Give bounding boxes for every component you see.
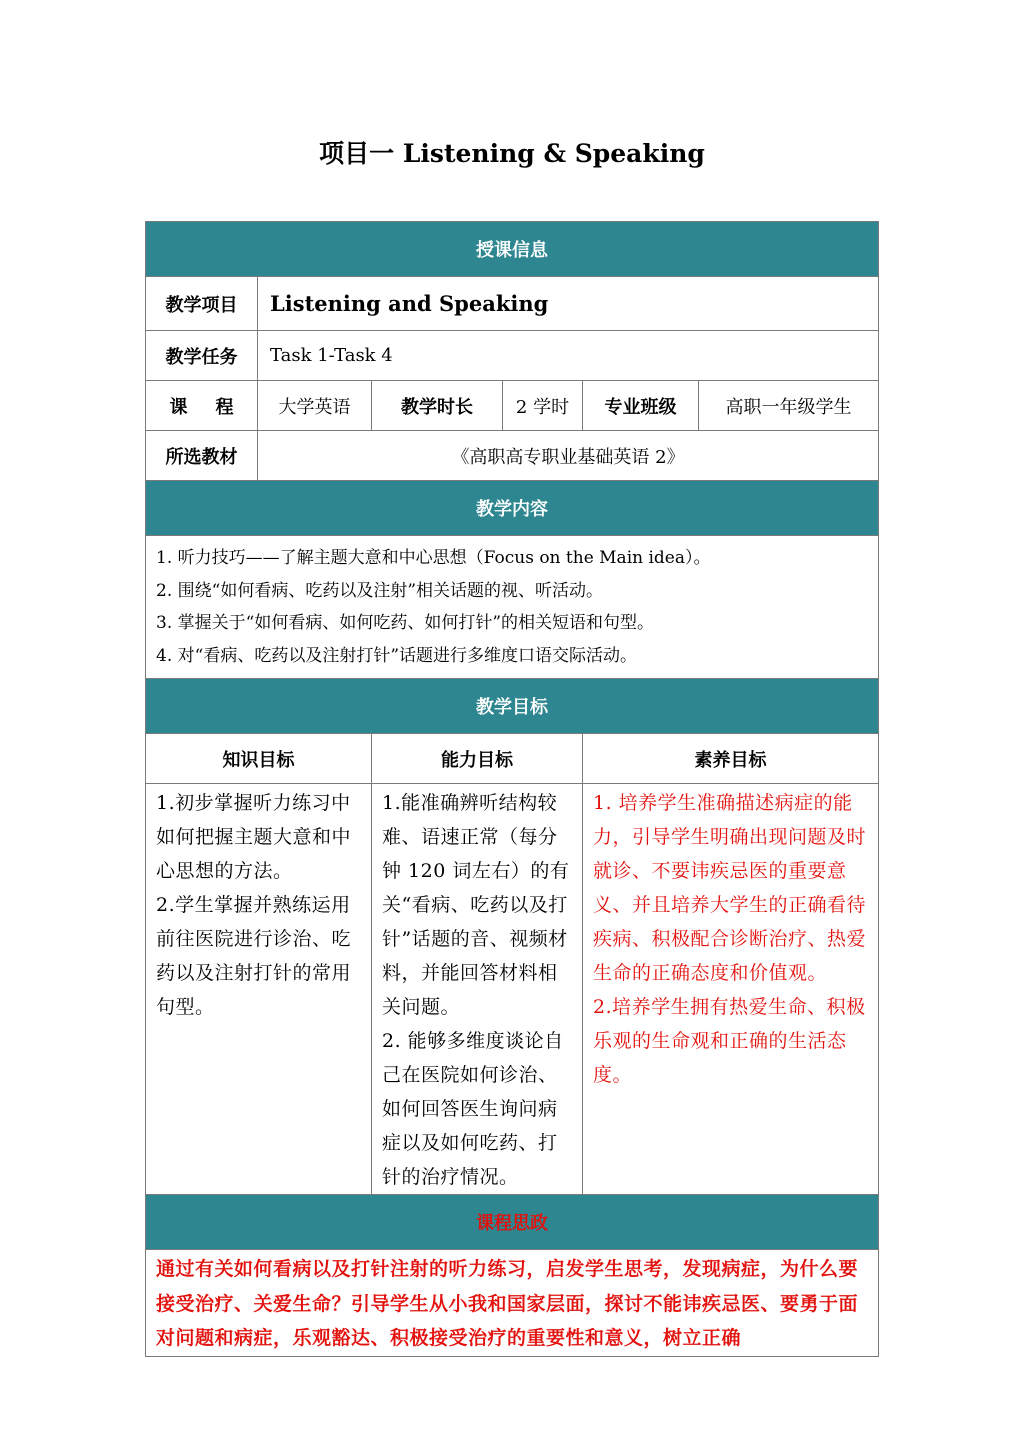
knowledge-goal-header: 知识目标: [146, 734, 372, 784]
course-label: 课程: [146, 381, 258, 431]
section-header-goals: 教学目标: [146, 679, 879, 734]
project-value: Listening and Speaking: [258, 277, 879, 331]
list-item: 4. 对“看病、吃药以及注射打针”话题进行多维度口语交际活动。: [156, 645, 638, 666]
section-header-info: 授课信息: [146, 222, 879, 277]
textbook-label: 所选教材: [146, 431, 258, 481]
course-value: 大学英语: [258, 381, 372, 431]
list-item: 2. 围绕“如何看病、吃药以及注射”相关话题的视、听活动。: [156, 580, 604, 601]
ability-goal-text: 1.能准确辨听结构较难、语速正常（每分钟 120 词左右）的有关“看病、吃药以及打针”话题的音、视频材料，并能回答材料相关问题。 2. 能够多维度谈论自己在医院如何诊治、如何回答医生询问病症以及如何吃药、打针的治疗情况。: [372, 784, 583, 1195]
knowledge-goal-text: 1.初步掌握听力练习中如何把握主题大意和中心思想的方法。 2.学生掌握并熟练运用前往医院进行诊治、吃药以及注射打针的常用句型。: [146, 784, 372, 1195]
class-label: 专业班级: [583, 381, 699, 431]
class-value: 高职一年级学生: [699, 381, 879, 431]
ideology-text: 通过有关如何看病以及打针注射的听力练习，启发学生思考，发现病症，为什么要接受治疗、关爱生命？引导学生从小我和国家层面，探讨不能讳疾忌医、要勇于面对问题和病症，乐观豁达、积极接受治疗的重要性和意义，树立正确: [146, 1250, 879, 1357]
list-item: 1. 听力技巧——了解主题大意和中心思想（Focus on the Main idea）。: [156, 548, 711, 568]
task-value: Task 1-Task 4: [258, 331, 879, 381]
ability-goal-header: 能力目标: [372, 734, 583, 784]
project-label: 教学项目: [146, 277, 258, 331]
task-label: 教学任务: [146, 331, 258, 381]
duration-label: 教学时长: [372, 381, 503, 431]
page-title: 项目一 Listening & Speaking: [319, 139, 705, 168]
quality-goal-text: 1. 培养学生准确描述病症的能力，引导学生明确出现问题及时就诊、不要讳疾忌医的重要意义、并且培养大学生的正确看待疾病、积极配合诊断治疗、热爱生命的正确态度和价值观。 2.培养学生拥有热爱生命、积极乐观的生命观和正确的生活态度。: [583, 784, 879, 1195]
quality-goal-header: 素养目标: [583, 734, 879, 784]
duration-value: 2 学时: [503, 381, 583, 431]
section-header-ideology: 课程思政: [146, 1195, 879, 1250]
list-item: 3. 掌握关于“如何看病、如何吃药、如何打针”的相关短语和句型。: [156, 613, 655, 633]
content-list: [146, 536, 879, 679]
section-header-content: 教学内容: [146, 481, 879, 536]
textbook-value: 《高职高专职业基础英语 2》: [258, 431, 879, 481]
lesson-plan-table: [145, 221, 879, 1357]
